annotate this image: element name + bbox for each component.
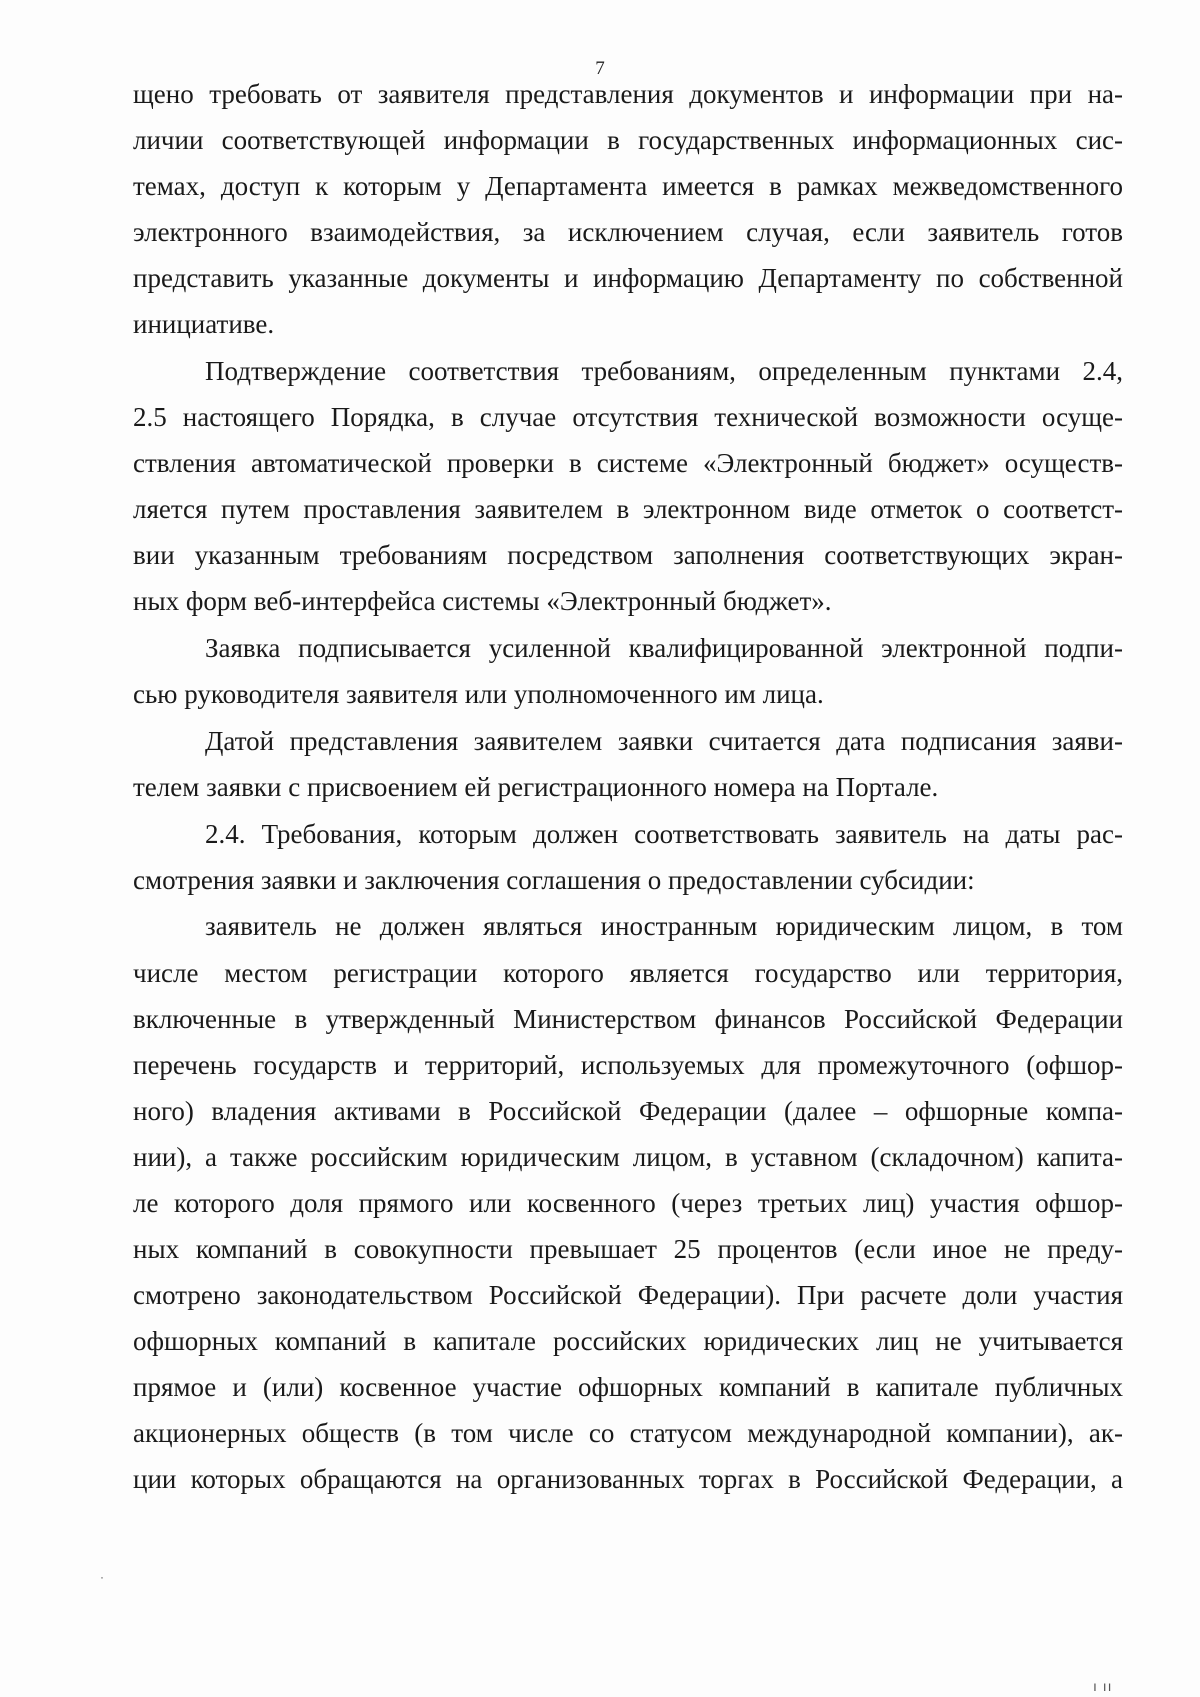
text-line: телем заявки с присвоением ей регистрационного номера на Портале. [133,772,939,802]
text-line: Подтверждение соответствия требованиям, определенным пунктами 2.4, [205,356,1123,386]
text-line: ных компаний в совокупности превышает 25 процентов (если иное не преду- [133,1234,1123,1264]
text-line: Заявка подписывается усиленной квалифицированной электронной подпи- [205,633,1123,663]
text-line: числе местом регистрации которого является государство или территория, [133,958,1123,988]
text-line: акционерных обществ (в том числе со статусом международной компании), ак- [133,1418,1123,1448]
text-line: щено требовать от заявителя представления документов и информации при на- [133,79,1123,109]
text-line: смотрено законодательством Российской Федерации). При расчете доли участия [133,1280,1123,1310]
text-line: 2.4. Требования, которым должен соответствовать заявитель на даты рас- [205,819,1123,849]
text-line: 2.5 настоящего Порядка, в случае отсутствия технической возможности осуще- [133,402,1123,432]
text-line: сью руководителя заявителя или уполномоченного им лица. [133,679,824,709]
text-line: темах, доступ к которым у Департамента имеется в рамках межведомственного [133,171,1123,201]
text-line: ции которых обращаются на организованных торгах в Российской Федерации, а [133,1464,1123,1494]
text-line: ного) владения активами в Российской Федерации (далее – офшорные компа- [133,1096,1123,1126]
text-line: представить указанные документы и информацию Департаменту по собственной [133,263,1123,293]
text-line: Датой представления заявителем заявки считается дата подписания заяви- [205,726,1123,756]
text-line: вии указанным требованиям посредством заполнения соответствующих экран- [133,540,1123,570]
text-line: включенные в утвержденный Министерством финансов Российской Федерации [133,1004,1123,1034]
text-line: личии соответствующей информации в государственных информационных сис- [133,125,1123,155]
text-line: нии), а также российским юридическим лицом, в уставном (складочном) капита- [133,1142,1123,1172]
text-line: перечень государств и территорий, используемых для промежуточного (офшор- [133,1050,1123,1080]
text-line: офшорных компаний в капитале российских юридических лиц не учитывается [133,1326,1123,1356]
page-number: 7 [595,58,605,79]
text-line: ляется путем проставления заявителем в электронном виде отметок о соответст- [133,494,1123,524]
text-line: электронного взаимодействия, за исключением случая, если заявитель готов [133,217,1123,247]
scan-edge-mark: ı ıı [1093,1678,1113,1694]
text-line: прямое и (или) косвенное участие офшорных компаний в капитале публичных [133,1372,1123,1402]
text-line: ных форм веб-интерфейса системы «Электронный бюджет». [133,586,832,616]
text-line: заявитель не должен являться иностранным юридическим лицом, в том [205,911,1123,941]
scan-speck: · [100,1570,104,1584]
text-line: ле которого доля прямого или косвенного (через третьих лиц) участия офшор- [133,1188,1123,1218]
text-line: инициативе. [133,309,275,339]
text-line: ствления автоматической проверки в системе «Электронный бюджет» осуществ- [133,448,1123,478]
text-line: смотрения заявки и заключения соглашения о предоставлении субсидии: [133,865,975,895]
